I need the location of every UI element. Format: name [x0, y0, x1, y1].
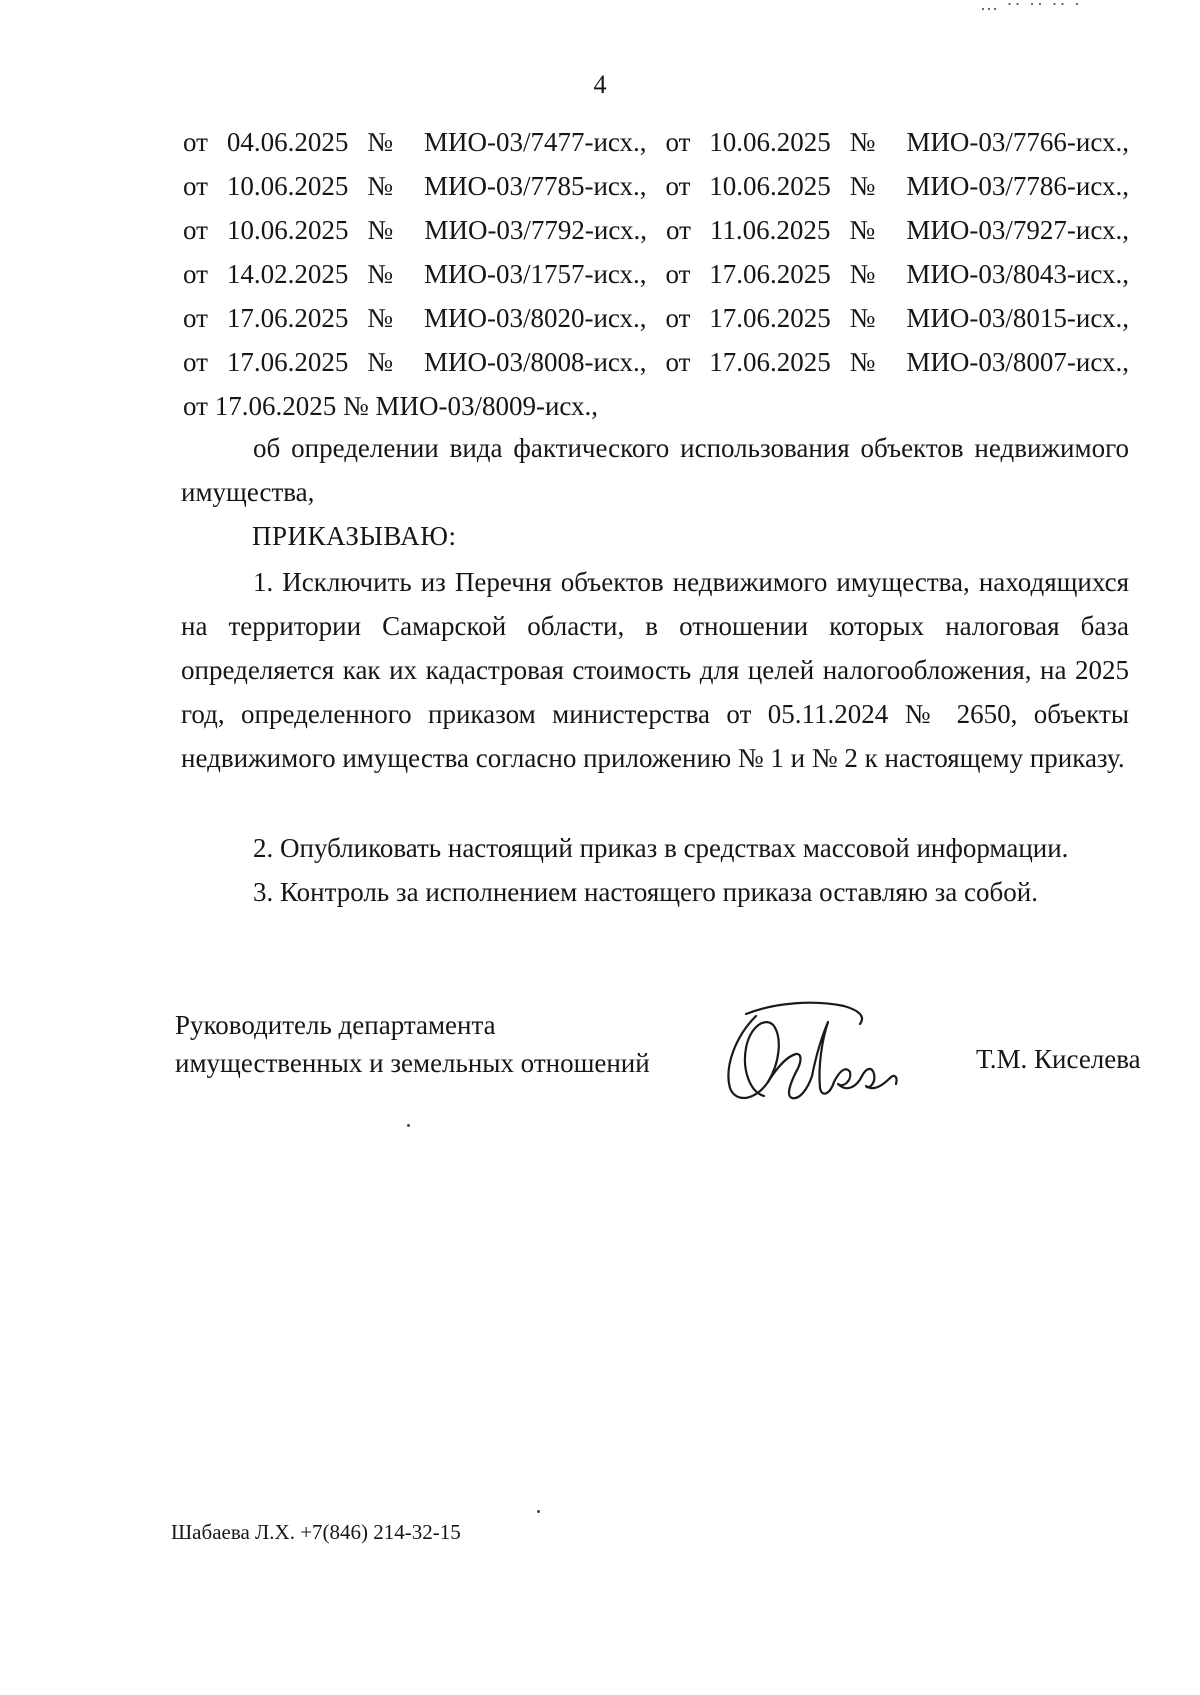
order-item-1: [181, 560, 1129, 780]
header-stamp-mark: … ·· ·· ·· ·: [980, 0, 1082, 14]
reference-line: от 04.06.2025 № МИО-03/7477-исх., от 10.06.2025 № МИО-03/7766-исх.,: [183, 127, 1129, 157]
subject-paragraph: [181, 426, 1129, 514]
scan-speck: [407, 1124, 410, 1127]
reference-line: от 14.02.2025 № МИО-03/1757-исх., от 17.06.2025 № МИО-03/8043-исх.,: [183, 259, 1129, 289]
order-item-2-text: 2. Опубликовать настоящий приказ в средствах массовой информации.: [253, 833, 1069, 863]
order-item-1-text: 1. Исключить из Перечня объектов недвижимого имущества, находящихся на территории Самарской области, в отношении которых налоговая база определяется как их кадастровая стоимость для целей налогообложения, на 2025 год, определенного приказом министерства от 05.11.2024 № 2650, объекты недвижимого имущества согласно приложению № 1 и № 2 к настоящему приказу.: [181, 567, 1129, 773]
position-line-1: Руководитель департамента: [175, 1010, 496, 1040]
references-block: [183, 120, 1129, 428]
order-heading: ПРИКАЗЫВАЮ:: [252, 521, 457, 551]
handwritten-signature: [716, 996, 906, 1108]
reference-line: от 10.06.2025 № МИО-03/7792-исх., от 11.06.2025 № МИО-03/7927-исх.,: [183, 215, 1129, 245]
executor-contact: Шабаева Л.Х. +7(846) 214-32-15: [171, 1520, 461, 1544]
order-item-3: [181, 870, 1129, 914]
signer-name: Т.М. Киселева: [976, 1044, 1141, 1074]
reference-line: от 17.06.2025 № МИО-03/8008-исх., от 17.06.2025 № МИО-03/8007-исх.,: [183, 347, 1129, 377]
page-number: 4: [593, 70, 607, 99]
position-line-2: имущественных и земельных отношений: [175, 1048, 650, 1078]
order-item-3-text: 3. Контроль за исполнением настоящего приказа оставляю за собой.: [253, 877, 1038, 907]
reference-line: от 10.06.2025 № МИО-03/7785-исх., от 10.06.2025 № МИО-03/7786-исх.,: [183, 171, 1129, 201]
scan-speck: [537, 1510, 540, 1513]
order-item-2: [181, 826, 1129, 870]
reference-line: от 17.06.2025 № МИО-03/8009-исх.,: [183, 391, 599, 421]
reference-line: от 17.06.2025 № МИО-03/8020-исх., от 17.06.2025 № МИО-03/8015-исх.,: [183, 303, 1129, 333]
signatory-position: [175, 1006, 650, 1082]
subject-text: об определении вида фактического использования объектов недвижимого имущества,: [181, 433, 1129, 507]
